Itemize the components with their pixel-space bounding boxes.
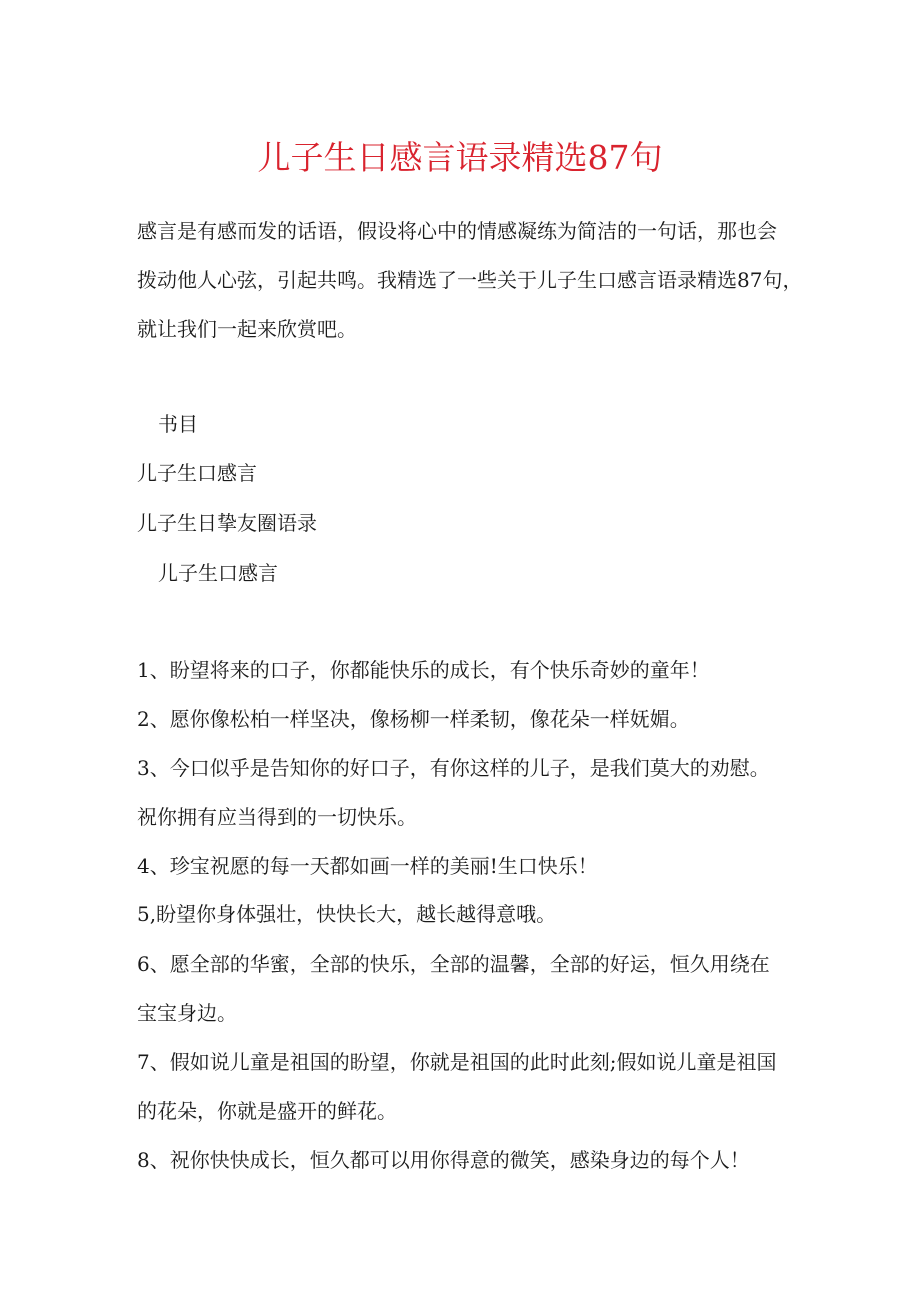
toc-heading: 书目 (158, 412, 198, 436)
intro-line: 拨动他人心弦，引起共鸣。我精选了一些关于儿子生口感言语录精选87句， (137, 268, 803, 292)
entry-line: 祝你拥有应当得到的一切快乐。 (137, 805, 417, 829)
entry-line: 5,盼望你身体强壮，快快长大，越长越得意哦。 (137, 902, 557, 926)
entry-line: 2、愿你像松柏一样坚决，像杨柳一样柔韧，像花朵一样妩媚。 (137, 707, 690, 731)
entry-line: 1、盼望将来的口子，你都能快乐的成长，有个快乐奇妙的童年！ (137, 658, 710, 682)
entry-line: 7、假如说儿童是祖国的盼望，你就是祖国的此时此刻;假如说儿童是祖国 (137, 1050, 777, 1074)
toc-item: 儿子生口感言 (137, 461, 257, 485)
intro-line: 感言是有感而发的话语，假设将心中的情感凝练为简洁的一句话，那也会 (137, 219, 777, 243)
section-heading: 儿子生口感言 (158, 561, 278, 585)
entry-line: 3、今口似乎是告知你的好口子，有你这样的儿子，是我们莫大的劝慰。 (137, 756, 770, 780)
entry-line: 宝宝身边。 (137, 1001, 237, 1025)
entry-line: 8、祝你快快成长，恒久都可以用你得意的微笑，感染身边的每个人！ (137, 1148, 750, 1172)
document-title: 儿子生日感言语录精选87句 (257, 138, 663, 177)
entry-line: 6、愿全部的华蜜，全部的快乐，全部的温馨，全部的好运，恒久用绕在 (137, 952, 770, 976)
entry-line: 的花朵，你就是盛开的鲜花。 (137, 1099, 397, 1123)
intro-line: 就让我们一起来欣赏吧。 (137, 317, 357, 341)
toc-item: 儿子生日挚友圈语录 (137, 511, 317, 535)
entry-line: 4、珍宝祝愿的每一天都如画一样的美丽!生口快乐！ (137, 854, 598, 878)
